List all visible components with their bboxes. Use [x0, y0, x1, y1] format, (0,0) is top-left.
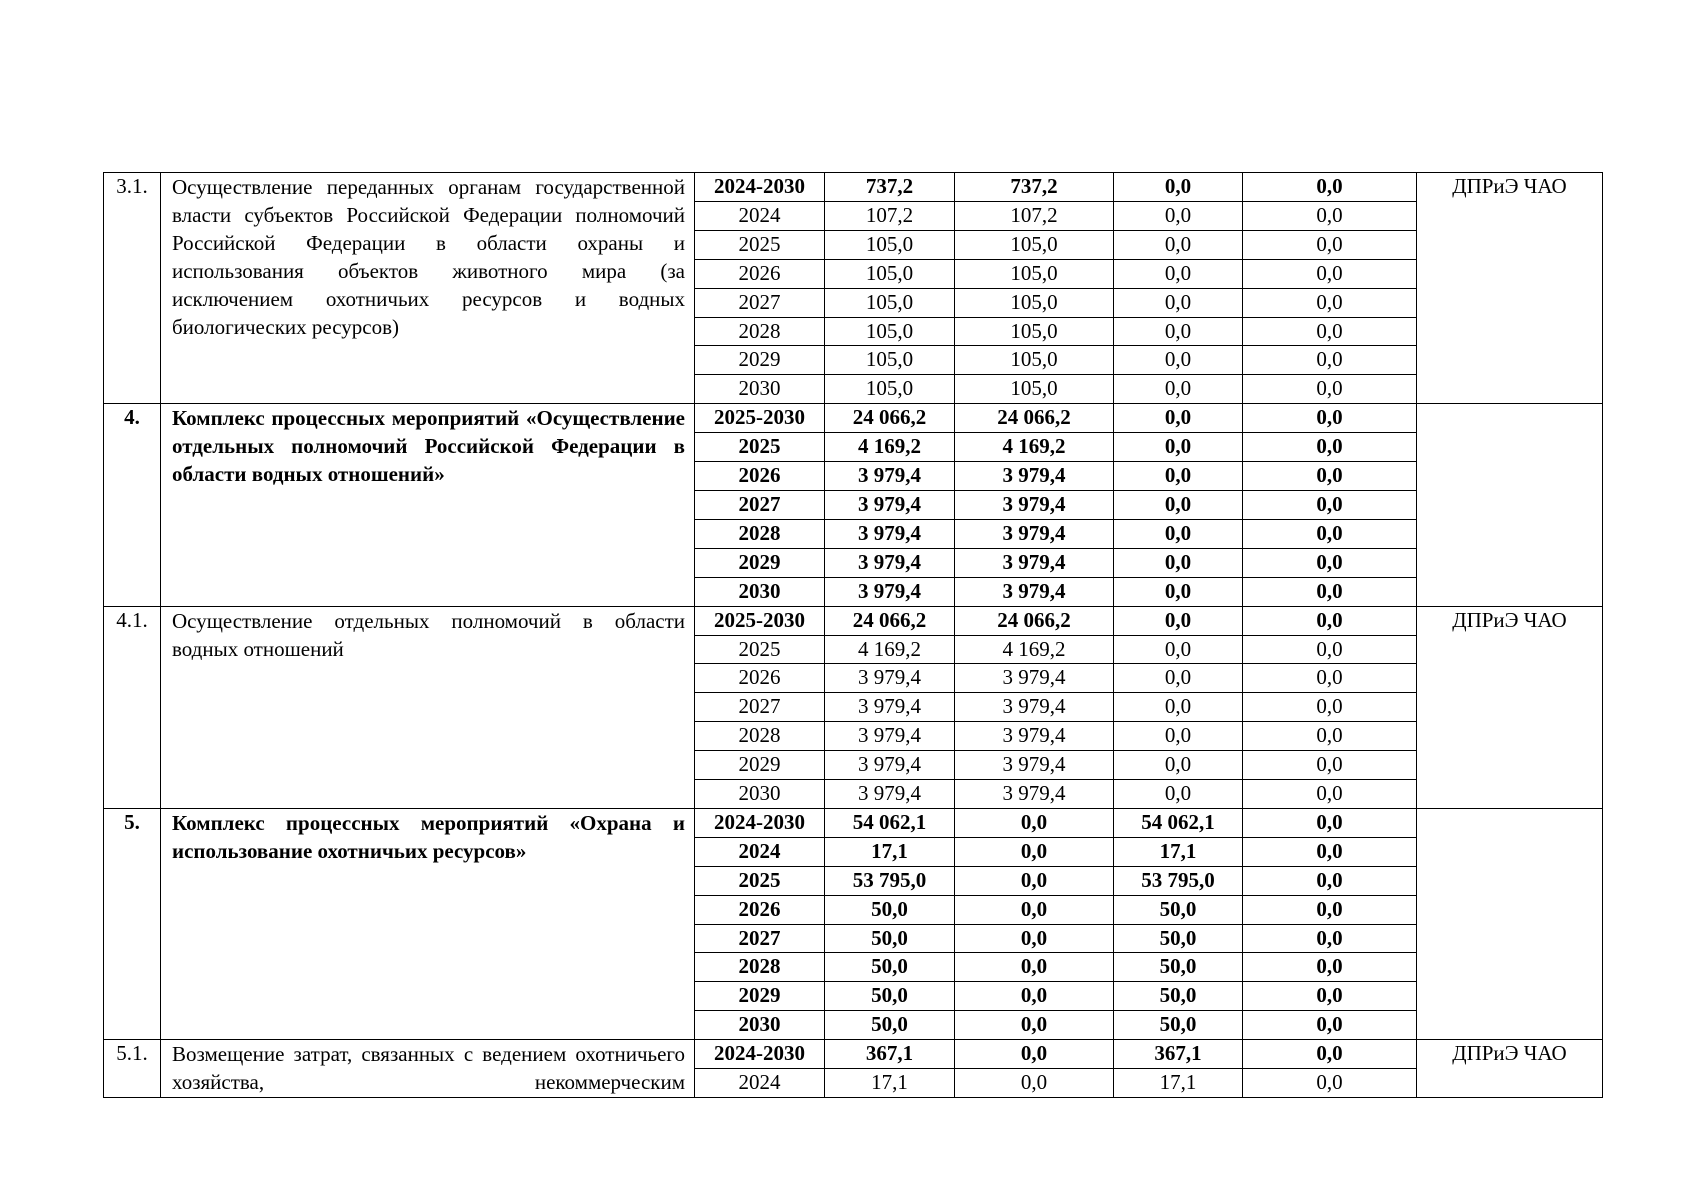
- regional-budget-cell: 0,0: [1114, 230, 1243, 259]
- period-cell: 2030: [695, 1011, 825, 1040]
- federal-budget-cell: 0,0: [955, 924, 1114, 953]
- table-row: [104, 808, 1603, 837]
- total-cell: 3 979,4: [825, 462, 955, 491]
- period-cell: 2024: [695, 837, 825, 866]
- total-cell: 4 169,2: [825, 433, 955, 462]
- regional-budget-cell: 0,0: [1114, 288, 1243, 317]
- regional-budget-cell: 0,0: [1114, 375, 1243, 404]
- total-cell: 54 062,1: [825, 808, 955, 837]
- period-cell: 2024-2030: [695, 808, 825, 837]
- federal-budget-cell: 105,0: [955, 230, 1114, 259]
- federal-budget-cell: 737,2: [955, 173, 1114, 202]
- regional-budget-cell: 17,1: [1114, 1069, 1243, 1098]
- other-sources-cell: 0,0: [1243, 1011, 1417, 1040]
- other-sources-cell: 0,0: [1243, 780, 1417, 809]
- federal-budget-cell: 105,0: [955, 346, 1114, 375]
- federal-budget-cell: 3 979,4: [955, 722, 1114, 751]
- federal-budget-cell: 3 979,4: [955, 519, 1114, 548]
- period-cell: 2028: [695, 722, 825, 751]
- total-cell: 17,1: [825, 837, 955, 866]
- regional-budget-cell: 0,0: [1114, 259, 1243, 288]
- executor-cell: ДПРиЭ ЧАО: [1417, 1040, 1603, 1098]
- other-sources-cell: 0,0: [1243, 635, 1417, 664]
- federal-budget-cell: 0,0: [955, 953, 1114, 982]
- federal-budget-cell: 0,0: [955, 982, 1114, 1011]
- other-sources-cell: 0,0: [1243, 230, 1417, 259]
- other-sources-cell: 0,0: [1243, 548, 1417, 577]
- other-sources-cell: 0,0: [1243, 201, 1417, 230]
- item-number: 3.1.: [104, 173, 161, 404]
- total-cell: 50,0: [825, 953, 955, 982]
- period-cell: 2025-2030: [695, 606, 825, 635]
- period-cell: 2026: [695, 462, 825, 491]
- table-row: [104, 173, 1603, 202]
- item-name-text: Осуществление отдельных полномочий в области водных отношений: [172, 608, 685, 661]
- regional-budget-cell: 0,0: [1114, 548, 1243, 577]
- federal-budget-cell: 0,0: [955, 895, 1114, 924]
- regional-budget-cell: 50,0: [1114, 953, 1243, 982]
- other-sources-cell: 0,0: [1243, 751, 1417, 780]
- period-cell: 2025: [695, 433, 825, 462]
- total-cell: 3 979,4: [825, 664, 955, 693]
- other-sources-cell: 0,0: [1243, 317, 1417, 346]
- regional-budget-cell: 0,0: [1114, 664, 1243, 693]
- period-cell: 2030: [695, 375, 825, 404]
- total-cell: 737,2: [825, 173, 955, 202]
- total-cell: 3 979,4: [825, 722, 955, 751]
- total-cell: 17,1: [825, 1069, 955, 1098]
- federal-budget-cell: 0,0: [955, 1011, 1114, 1040]
- period-cell: 2030: [695, 780, 825, 809]
- funding-table: [103, 172, 1603, 1098]
- period-cell: 2025: [695, 230, 825, 259]
- federal-budget-cell: 3 979,4: [955, 780, 1114, 809]
- total-cell: 24 066,2: [825, 404, 955, 433]
- other-sources-cell: 0,0: [1243, 346, 1417, 375]
- total-cell: 4 169,2: [825, 635, 955, 664]
- total-cell: 3 979,4: [825, 548, 955, 577]
- regional-budget-cell: 0,0: [1114, 519, 1243, 548]
- federal-budget-cell: 3 979,4: [955, 664, 1114, 693]
- item-name-text: Комплекс процессных мероприятий «Осуществление отдельных полномочий Российской Федерации в области водных отношений»: [172, 406, 685, 487]
- total-cell: 105,0: [825, 259, 955, 288]
- federal-budget-cell: 0,0: [955, 808, 1114, 837]
- regional-budget-cell: 50,0: [1114, 924, 1243, 953]
- regional-budget-cell: 0,0: [1114, 635, 1243, 664]
- period-cell: 2027: [695, 693, 825, 722]
- table-row: [104, 1040, 1603, 1069]
- federal-budget-cell: 107,2: [955, 201, 1114, 230]
- regional-budget-cell: 0,0: [1114, 404, 1243, 433]
- other-sources-cell: 0,0: [1243, 866, 1417, 895]
- other-sources-cell: 0,0: [1243, 462, 1417, 491]
- federal-budget-cell: 3 979,4: [955, 577, 1114, 606]
- other-sources-cell: 0,0: [1243, 895, 1417, 924]
- other-sources-cell: 0,0: [1243, 606, 1417, 635]
- item-number: 4.: [104, 404, 161, 606]
- regional-budget-cell: 0,0: [1114, 317, 1243, 346]
- other-sources-cell: 0,0: [1243, 953, 1417, 982]
- period-cell: 2027: [695, 288, 825, 317]
- regional-budget-cell: 54 062,1: [1114, 808, 1243, 837]
- period-cell: 2027: [695, 490, 825, 519]
- other-sources-cell: 0,0: [1243, 722, 1417, 751]
- federal-budget-cell: 3 979,4: [955, 751, 1114, 780]
- regional-budget-cell: 53 795,0: [1114, 866, 1243, 895]
- total-cell: 50,0: [825, 982, 955, 1011]
- federal-budget-cell: 105,0: [955, 317, 1114, 346]
- executor-cell: ДПРиЭ ЧАО: [1417, 173, 1603, 404]
- total-cell: 3 979,4: [825, 490, 955, 519]
- period-cell: 2025-2030: [695, 404, 825, 433]
- regional-budget-cell: 0,0: [1114, 722, 1243, 751]
- regional-budget-cell: 50,0: [1114, 982, 1243, 1011]
- item-name: [161, 606, 695, 808]
- period-cell: 2025: [695, 635, 825, 664]
- total-cell: 105,0: [825, 317, 955, 346]
- total-cell: 3 979,4: [825, 751, 955, 780]
- federal-budget-cell: 0,0: [955, 837, 1114, 866]
- federal-budget-cell: 105,0: [955, 375, 1114, 404]
- item-number: 5.1.: [104, 1040, 161, 1098]
- other-sources-cell: 0,0: [1243, 808, 1417, 837]
- regional-budget-cell: 0,0: [1114, 577, 1243, 606]
- total-cell: 50,0: [825, 924, 955, 953]
- executor-cell: [1417, 808, 1603, 1039]
- item-number: 4.1.: [104, 606, 161, 808]
- executor-cell: [1417, 404, 1603, 606]
- regional-budget-cell: 50,0: [1114, 895, 1243, 924]
- federal-budget-cell: 24 066,2: [955, 606, 1114, 635]
- other-sources-cell: 0,0: [1243, 664, 1417, 693]
- item-name: [161, 1040, 695, 1098]
- regional-budget-cell: 0,0: [1114, 433, 1243, 462]
- other-sources-cell: 0,0: [1243, 837, 1417, 866]
- other-sources-cell: 0,0: [1243, 519, 1417, 548]
- regional-budget-cell: 0,0: [1114, 201, 1243, 230]
- item-name: [161, 808, 695, 1039]
- item-number: 5.: [104, 808, 161, 1039]
- other-sources-cell: 0,0: [1243, 577, 1417, 606]
- regional-budget-cell: 367,1: [1114, 1040, 1243, 1069]
- item-name: [161, 404, 695, 606]
- regional-budget-cell: 0,0: [1114, 346, 1243, 375]
- period-cell: 2027: [695, 924, 825, 953]
- period-cell: 2024-2030: [695, 173, 825, 202]
- federal-budget-cell: 3 979,4: [955, 693, 1114, 722]
- other-sources-cell: 0,0: [1243, 404, 1417, 433]
- period-cell: 2026: [695, 895, 825, 924]
- period-cell: 2024: [695, 1069, 825, 1098]
- regional-budget-cell: 0,0: [1114, 693, 1243, 722]
- regional-budget-cell: 0,0: [1114, 173, 1243, 202]
- period-cell: 2026: [695, 259, 825, 288]
- total-cell: 50,0: [825, 1011, 955, 1040]
- federal-budget-cell: 3 979,4: [955, 462, 1114, 491]
- period-cell: 2026: [695, 664, 825, 693]
- total-cell: 3 979,4: [825, 693, 955, 722]
- period-cell: 2028: [695, 953, 825, 982]
- regional-budget-cell: 0,0: [1114, 462, 1243, 491]
- other-sources-cell: 0,0: [1243, 288, 1417, 317]
- period-cell: 2029: [695, 982, 825, 1011]
- total-cell: 53 795,0: [825, 866, 955, 895]
- other-sources-cell: 0,0: [1243, 259, 1417, 288]
- other-sources-cell: 0,0: [1243, 375, 1417, 404]
- period-cell: 2030: [695, 577, 825, 606]
- federal-budget-cell: 105,0: [955, 259, 1114, 288]
- total-cell: 3 979,4: [825, 577, 955, 606]
- period-cell: 2028: [695, 317, 825, 346]
- federal-budget-cell: 3 979,4: [955, 490, 1114, 519]
- other-sources-cell: 0,0: [1243, 173, 1417, 202]
- period-cell: 2025: [695, 866, 825, 895]
- federal-budget-cell: 0,0: [955, 866, 1114, 895]
- item-name-text: Осуществление переданных органам государственной власти субъектов Российской Федерации полномочий Российской Федерации в области охраны и использования объектов животного мира (за исключением охотничьих ресурсов и водных биологических ресурсов): [172, 175, 685, 339]
- period-cell: 2029: [695, 548, 825, 577]
- total-cell: 367,1: [825, 1040, 955, 1069]
- period-cell: 2024-2030: [695, 1040, 825, 1069]
- period-cell: 2028: [695, 519, 825, 548]
- federal-budget-cell: 0,0: [955, 1069, 1114, 1098]
- federal-budget-cell: 105,0: [955, 288, 1114, 317]
- federal-budget-cell: 4 169,2: [955, 635, 1114, 664]
- other-sources-cell: 0,0: [1243, 924, 1417, 953]
- federal-budget-cell: 24 066,2: [955, 404, 1114, 433]
- other-sources-cell: 0,0: [1243, 1069, 1417, 1098]
- item-name-text: Возмещение затрат, связанных с ведением охотничьего хозяйства, некоммерческим: [172, 1042, 685, 1095]
- table-row: [104, 606, 1603, 635]
- total-cell: 107,2: [825, 201, 955, 230]
- other-sources-cell: 0,0: [1243, 433, 1417, 462]
- period-cell: 2024: [695, 201, 825, 230]
- other-sources-cell: 0,0: [1243, 1040, 1417, 1069]
- period-cell: 2029: [695, 751, 825, 780]
- total-cell: 24 066,2: [825, 606, 955, 635]
- total-cell: 105,0: [825, 230, 955, 259]
- total-cell: 105,0: [825, 375, 955, 404]
- item-name-text: Комплекс процессных мероприятий «Охрана и использование охотничьих ресурсов»: [172, 810, 685, 863]
- period-cell: 2029: [695, 346, 825, 375]
- item-name: [161, 173, 695, 404]
- regional-budget-cell: 0,0: [1114, 751, 1243, 780]
- table-row: [104, 404, 1603, 433]
- regional-budget-cell: 50,0: [1114, 1011, 1243, 1040]
- regional-budget-cell: 0,0: [1114, 490, 1243, 519]
- total-cell: 105,0: [825, 288, 955, 317]
- other-sources-cell: 0,0: [1243, 693, 1417, 722]
- federal-budget-cell: 4 169,2: [955, 433, 1114, 462]
- federal-budget-cell: 0,0: [955, 1040, 1114, 1069]
- regional-budget-cell: 17,1: [1114, 837, 1243, 866]
- total-cell: 3 979,4: [825, 519, 955, 548]
- executor-cell: ДПРиЭ ЧАО: [1417, 606, 1603, 808]
- other-sources-cell: 0,0: [1243, 982, 1417, 1011]
- regional-budget-cell: 0,0: [1114, 606, 1243, 635]
- total-cell: 105,0: [825, 346, 955, 375]
- federal-budget-cell: 3 979,4: [955, 548, 1114, 577]
- total-cell: 3 979,4: [825, 780, 955, 809]
- total-cell: 50,0: [825, 895, 955, 924]
- regional-budget-cell: 0,0: [1114, 780, 1243, 809]
- other-sources-cell: 0,0: [1243, 490, 1417, 519]
